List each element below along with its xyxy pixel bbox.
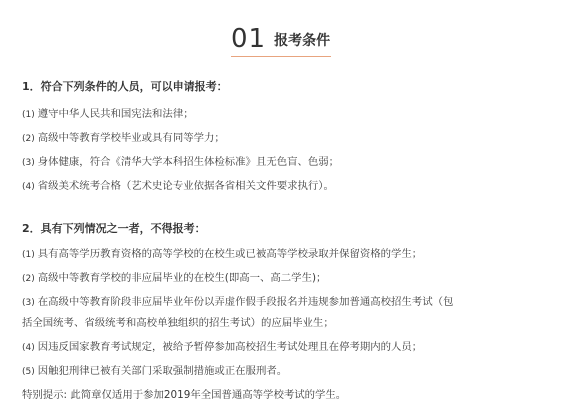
section1-item-4 (22, 179, 334, 194)
item-text: 具有高等学历教育资格的高等学校的在校生或已被高等学校录取并保留资格的学生； (37, 248, 423, 260)
heading-title: 报考条件 (274, 33, 331, 49)
item-number: (2) (22, 274, 35, 284)
heading-number: 01 (231, 24, 267, 54)
item-number: (3) (22, 158, 35, 168)
item-number: (1) (22, 110, 35, 120)
section2-item-2 (22, 271, 326, 286)
item-number: (1) (22, 250, 35, 260)
item-text: 身体健康，符合《清华大学本科招生体检标准》且无色盲、色弱； (37, 156, 340, 168)
item-number: (4) (22, 343, 35, 353)
item-text: 高级中等教育学校毕业或具有同等学力； (37, 132, 225, 144)
item-number: (4) (22, 182, 35, 192)
section2-title: 2．具有下列情况之一者，不得报考： (22, 222, 206, 235)
section1-item-2 (22, 131, 225, 146)
item-text: 高级中等教育学校的非应届毕业的在校生(即高一、高二学生)； (37, 272, 327, 284)
section1-item-3 (22, 155, 339, 170)
item-text: 括全国统考、省级统考和高校单独组织的招生考试）的应届毕业生； (22, 317, 334, 329)
item-number: (2) (22, 134, 35, 144)
item-text: 遵守中华人民共和国宪法和法律； (37, 108, 194, 120)
item-text: 在高级中等教育阶段非应届毕业年份以弄虚作假手段报名并违规参加普通高校招生考试（包 (37, 296, 454, 308)
section2-item-5 (22, 364, 287, 379)
section2-item-3-continued (22, 316, 334, 330)
item-text: 因违反国家教育考试规定，被给予暂停参加高校招生考试处理且在停考期内的人员； (37, 341, 423, 353)
section2-item-3 (22, 295, 453, 310)
item-text: 省级美术统考合格（艺术史论专业依据各省相关文件要求执行）。 (37, 180, 334, 192)
item-text: 因触犯刑律已被有关部门采取强制措施或正在服刑者。 (37, 365, 288, 377)
special-note: 特别提示: 此简章仅适用于参加2019年全国普通高等学校考试的学生。 (22, 389, 347, 401)
section-heading (231, 22, 331, 57)
section1-title: 1．符合下列条件的人员，可以申请报考： (22, 80, 228, 93)
section2-item-1 (22, 247, 422, 262)
item-number: (3) (22, 298, 35, 308)
item-number: (5) (22, 367, 35, 377)
section1-item-1 (22, 107, 194, 122)
section2-item-4 (22, 340, 422, 355)
